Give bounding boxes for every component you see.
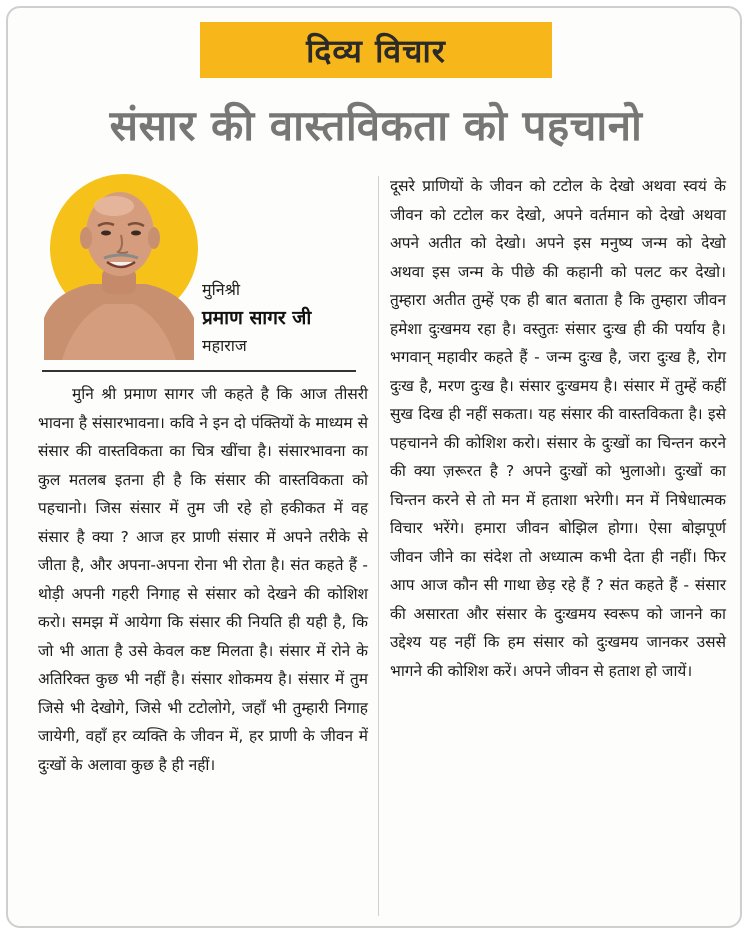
author-portrait [44,180,194,360]
newspaper-clipping [6,6,742,928]
article-column-left: मुनि श्री प्रमाण सागर जी कहते है कि आज तीसरी भावना है संसारभावना। कवि ने इन दो पंक्तियों के माध्यम से संसार की वास्तविकता का चित्र खींचा है। संसारभावना का कुल मतलब इतना ही है कि संसार की वास्तविकता को पहचानो। जिस संसार में तुम जी रहे हो हकीकत में वह संसार है क्या ? आज हर प्राणी संसार में अपने तरीके से जीता है, और अपना-अपना रोना भी रोता है। संत कहते हैं - थोड़ी अपनी गहरी निगाह से संसार को देखने की कोशिश करो। समझ में आयेगा कि संसार की नियति ही यही है, कि जो भी आता है उसे केवल कष्ट मिलता है। संसार में रोने के अतिरिक्त कुछ भी नहीं है। संसार शोकमय है। संसार में तुम जिसे भी देखोगे, जिसे भी टटोलोगे, जहाँ भी तुम्हारी निगाह जायेगी, वहाँ हर व्यक्ति के जीवन में, हर प्राणी के जीवन में दुःखों के अलावा कुछ है ही नहीं। [38,385,368,774]
author-rule [42,370,356,372]
section-banner [200,22,552,78]
article-column-right: दूसरे प्राणियों के जीवन को टटोल के देखो अथवा स्वयं के जीवन को टटोल कर देखो, अपने वर्तमान को देखो अथवा अपने अतीत को देखो। अपने इस मनुष्य जन्म को देखो अथवा इस जन्म के पीछे की कहानी को पलट कर देखो। तुम्हारा अतीत तुम्हें एक ही बात बताता है कि तुम्हारा जीवन हमेशा दुःखमय रहा है। वस्तुतः संसार दुःख ही की पर्याय है। भगवान् महावीर कहते हैं - जन्म दुःख है, जरा दुःख है, रोग दुःख है, मरण दुःख है। संसार दुःखमय है। संसार में तुम्हें कहीं सुख दिख ही नहीं सकता। यह संसार की वास्तविकता है। इसे पहचानने की कोशिश करो। संसार के दुःखों का चिन्तन करने की क्या ज़रूरत है ? अपने दुःखों को भुलाओ। दुःखों का चिन्तन करने से तो मन में हताशा भरेगी। मन में निषेधात्मक विचार भरेंगे। हमारा जीवन बोझिल होगा। ऐसा बोझपूर्ण जीवन जीने का संदेश तो अध्यात्म कभी देता ही नहीं। फिर आप आज कौन सी गाथा छेड़ रहे हैं ? संत कहते हैं - संसार की असारता और संसार के दुःखमय स्वरूप को जानने का उद्देश्य यह नहीं कि हम संसार को दुःखमय जानकर उससे भागने की कोशिश करें। अपने जीवन से हताश हो जायें। [390,177,726,680]
author-title: मुनिश्री [202,280,241,299]
section-banner-text: दिव्य विचार [306,31,446,70]
author-block [34,174,364,364]
author-credit [202,278,362,356]
headline: संसार की वास्तविकता को पहचानो [109,101,643,150]
author-name: प्रमाण सागर जी [202,307,312,329]
author-suffix: महाराज [202,336,247,355]
column-divider [378,176,379,916]
